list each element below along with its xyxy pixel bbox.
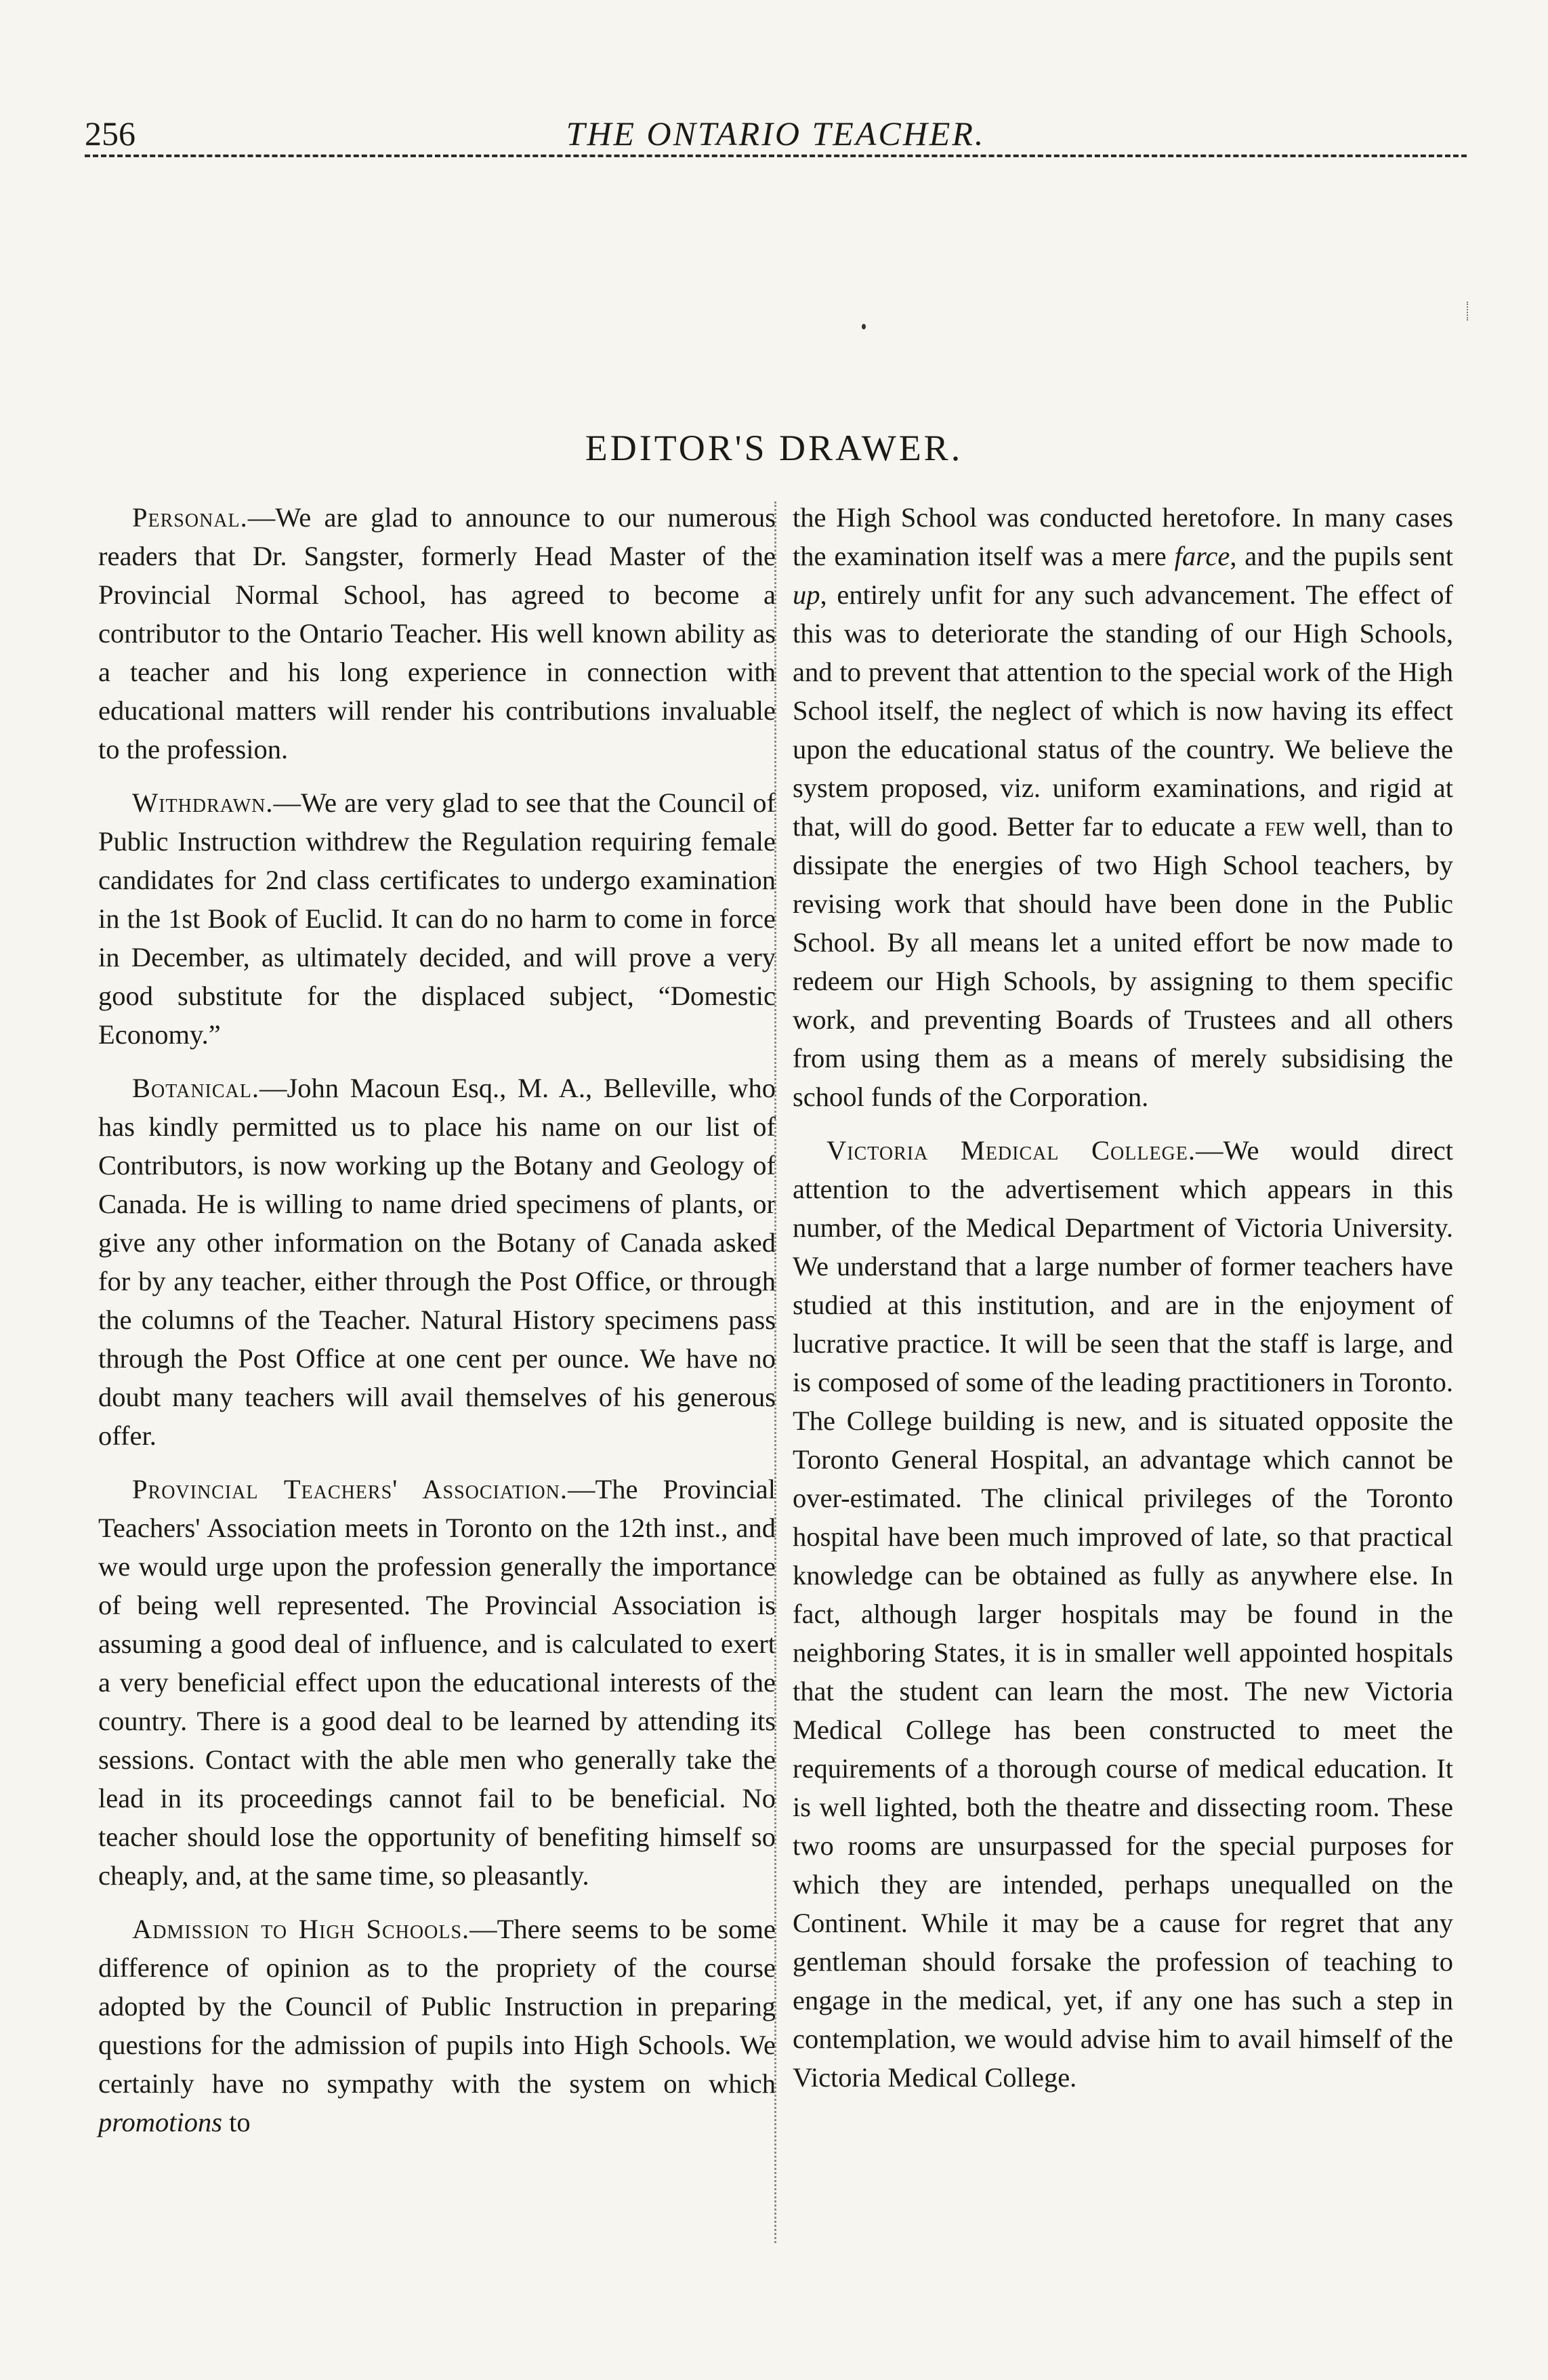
article-body: —We would direct attention to the advertisement which appears in this number, of the Medical Department of Victoria University. We understand that a large number of former teachers have studied at this institution, and are in the enjoyment of lucrative practice. It will be seen that the staff is large, and is composed of some of the leading practitioners in Toronto. The College building is new, and is situated opposite the Toronto General Hospital, an advantage which cannot be over-estimated. The clinical privileges of the Toronto hospital have been much improved of late, so that practical knowledge can be obtained as fully as anywhere else. In fact, although larger hospitals may be found in the neighboring States, it is in smaller well appointed hospitals that the student can learn the most. The new Victoria Medical College has been constructed to meet the requirements of a thorough course of medical education. It is well lighted, both the theatre and dissecting room. These two rooms are unsurpassed for the special purposes for which they are intended, perhaps unequalled on the Continent. While it may be a cause for regret that any gentleman should forsake the profession of teaching to engage in the medical, yet, if any one has such a step in contemplation, we would advise him to avail himself of the Victoria Medical College. (793, 1135, 1453, 2093)
column-divider (774, 501, 776, 2243)
article-italic: farce (1174, 541, 1230, 571)
right-column (793, 498, 1453, 2112)
article-body: —There seems to be some difference of opinion as to the propriety of the course adopted by the Council of Public Instruction in preparing questions for the admission of pupils into High Schools. We certainly have no sympathy with the system on which (98, 1914, 776, 2099)
article-body: —The Provincial Teachers' Association meets in Toronto on the 12th inst., and we would urge upon the profession generally the importance of being well represented. The Provincial Association is assuming a good deal of influence, and is calculated to exert a very beneficial effect upon the educational interests of the country. There is a good deal to be learned by attending its sessions. Contact with the able men who generally take the lead in its proceedings cannot fail to be beneficial. No teacher should lose the opportunity of benefiting himself so cheaply, and, at the same time, so pleasantly. (98, 1474, 776, 1891)
article-body: well, than to dissipate the energies of two High School teachers, by revising work that should have been done in the Public School. By all means let a united effort be now made to redeem our High Schools, by assigning to them specific work, and preventing Boards of Trustees and all others from using them as a means of merely subsidising the school funds of the Corporation. (793, 811, 1453, 1112)
article-botanical (98, 1069, 776, 1455)
article-body: —John Macoun Esq., M. A., Belleville, who has kindly permitted us to place his name on our list of Contributors, is now working up the Botany and Geology of Canada. He is willing to name dried specimens of plants, or give any other information on the Botany of Canada asked for by any teacher, either through the Post Office, or through the columns of the Teacher. Natural History specimens pass through the Post Office at one cent per ounce. We have no doubt many teachers will avail themselves of his generous offer. (98, 1073, 776, 1451)
article-body: —We are very glad to see that the Council of Public Instruction withdrew the Regulation requiring female candidates for 2nd class certificates to undergo examination in the 1st Book of Euclid. It can do no harm to come in force in December, as ultimately decided, and will prove a very good substitute for the displaced subject, “Domestic Economy.” (98, 787, 776, 1050)
article-lead: Provincial Teachers' Association. (132, 1474, 568, 1504)
left-column (98, 498, 776, 2156)
page-number: 256 (85, 115, 135, 152)
article-lead: Victoria Medical College. (827, 1135, 1196, 1166)
article-lead: Admission to High Schools. (132, 1914, 470, 1944)
article-body: to (222, 2107, 251, 2137)
article-personal (98, 498, 776, 768)
page-header (85, 102, 1467, 156)
section-title: EDITOR'S DRAWER. (585, 428, 963, 468)
article-victoria (793, 1131, 1453, 2097)
article-admission (98, 1910, 776, 2141)
article-lead: Botanical. (132, 1073, 259, 1103)
header-rule (85, 155, 1467, 157)
article-lead: Personal. (132, 502, 248, 533)
running-title: THE ONTARIO TEACHER. (566, 115, 986, 152)
article-body: —We are glad to announce to our numerous readers that Dr. Sangster, formerly Head Master of the Provincial Normal School, has agreed to become a contributor to the Ontario Teacher. His well known ability as a teacher and his long experience in connection with educational matters will render his contributions invaluable to the profession. (98, 502, 776, 764)
article-body: the High School was conducted heretofore. In many cases the examination itself was a mere (793, 502, 1453, 571)
print-speck (862, 324, 866, 329)
article-italic: up (793, 579, 820, 610)
article-provincial (98, 1470, 776, 1895)
article-smallcaps: few (1264, 811, 1305, 842)
article-admission-continued (793, 498, 1453, 1116)
margin-mark (1467, 302, 1471, 321)
article-body: , entirely unfit for any such advancement. The effect of this was to deteriorate the standing of our High Schools, and to prevent that attention to the special work of the High School itself, the neglect of which is now having its effect upon the educational status of the country. We believe the system proposed, viz. uniform examinations, and rigid at that, will do good. Better far to educate a (793, 579, 1453, 842)
article-italic: promotions (98, 2107, 223, 2137)
article-body: , and the pupils sent (1230, 541, 1454, 571)
article-withdrawn (98, 783, 776, 1054)
article-lead: Withdrawn. (132, 787, 274, 818)
